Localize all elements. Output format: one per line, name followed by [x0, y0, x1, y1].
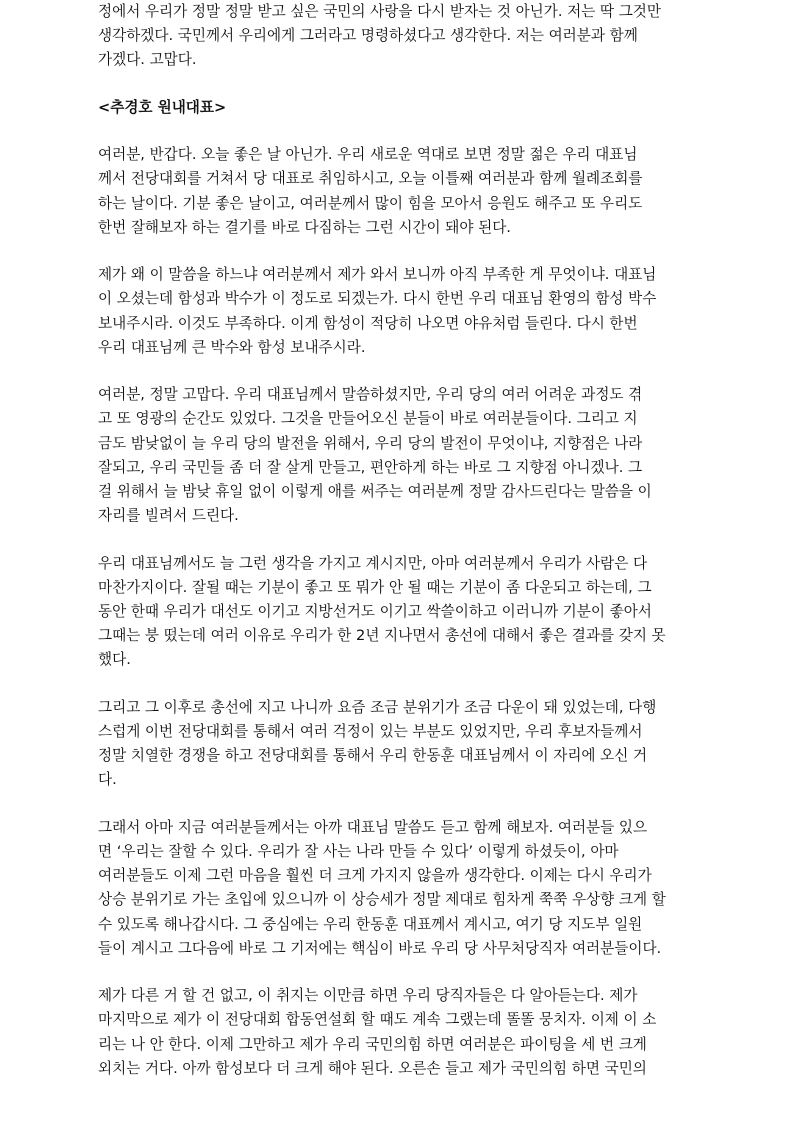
body-paragraph-4: 우리 대표님께서도 늘 그런 생각을 가지고 계시지만, 아마 여러분께서 우리가 사람은 다 마찬가지이다. 잘될 때는 기분이 좋고 또 뭐가 안 될 때는 기분이 좀 다운되고 하는데, 그 동안 한때 우리가 대선도 이기고 지방선거도 이기고 싹쓸이하고 이러니까 기분이 좋아서 그때는 붕 떴는데 여러 이유로 우리가 한 2년 지나면서 총선에 대해서 좋은 결과를 갖지 못 했다. [98, 554, 666, 669]
paragraph-gap [98, 120, 700, 143]
speaker-heading: <추경호 원내대표> [98, 98, 227, 116]
paragraph-gap [98, 528, 700, 551]
paragraph-gap [98, 360, 700, 383]
paragraph-gap [98, 793, 700, 816]
body-paragraph-6: 그래서 아마 지금 여러분들께서는 아까 대표님 말씀도 듣고 함께 해보자. 여러분들 있으 면 ‘우리는 잘할 수 있다. 우리가 잘 사는 나라 만들 수 있다’ 이렇게 하셨듯이, 아마 여러분들도 이제 그런 마음을 훨씬 더 크게 가지지 않을까 생각한다. 이제는 다시 우리가 상승 분위기로 가는 초입에 있으니까 이 상승세가 정말 제대로 힘차게 쭉쭉 우상향 크게 할 수 있도록 해나갑시다. 그 중심에는 우리 한동훈 대표께서 계시고, 여기 당 지도부 일원 들이 계시고 그다음에 바로 그 기저에는 핵심이 바로 우리 당 사무처당직자 여러분들이다. [98, 818, 666, 957]
paragraph-gap [98, 961, 700, 984]
paragraph-gap [98, 673, 700, 696]
document-page [98, 0, 700, 1081]
body-paragraph-7: 제가 다른 거 할 건 없고, 이 취지는 이만큼 하면 우리 당직자들은 다 알아듣는다. 제가 마지막으로 제가 이 전당대회 합동연설회 할 때도 계속 그랬는데 똘똘 뭉치자. 이제 이 소 리는 나 안 한다. 이제 그만하고 제가 우리 국민의힘 하면 여러분은 파이팅을 세 번 크게 외치는 거다. 아까 함성보다 더 크게 해야 된다. 오른손 들고 제가 국민의힘 하면 국민의 [98, 987, 657, 1077]
body-paragraph-5: 그리고 그 이후로 총선에 지고 나니까 요즘 조금 분위기가 조금 다운이 돼 있었는데, 다행 스럽게 이번 전당대회를 통해서 여러 걱정이 있는 부분도 있었지만, 우리 후보자들께서 정말 치열한 경쟁을 하고 전당대회를 통해서 우리 한동훈 대표님께서 이 자리에 오신 거 다. [98, 698, 657, 789]
body-paragraph-3: 여러분, 정말 고맙다. 우리 대표님께서 말씀하셨지만, 우리 당의 여러 어려운 과정도 겪 고 또 영광의 순간도 있었다. 그것을 만들어오신 분들이 바로 여러분들이다. 그리고 지 금도 밤낮없이 늘 우리 당의 발전을 위해서, 우리 당의 발전이 무엇이냐, 지향점은 나라 잘되고, 우리 국민들 좀 더 잘 살게 만들고, 편안하게 하는 바로 그 지향점 아니겠나. 그 걸 위해서 늘 밤낮 휴일 없이 이렇게 애를 써주는 여러분께 정말 감사드린다는 말씀을 이 자리를 빌려서 드린다. [98, 386, 652, 525]
body-paragraph-1: 여러분, 반갑다. 오늘 좋은 날 아닌가. 우리 새로운 역대로 보면 정말 젊은 우리 대표님 께서 전당대회를 거쳐서 당 대표로 취임하시고, 오늘 이틀째 여러분과 함께 월례조회를 하는 날이다. 기분 좋은 날이고, 여러분께서 많이 힘을 모아서 응원도 해주고 또 우리도 한번 잘해보자 하는 결기를 바로 다짐하는 그런 시간이 돼야 된다. [98, 146, 643, 236]
paragraph-gap [98, 240, 700, 263]
intro-paragraph: 정에서 우리가 정말 정말 받고 싶은 국민의 사랑을 다시 받자는 것 아닌가. 저는 딱 그것만 생각하겠다. 국민께서 우리에게 그러라고 명령하셨다고 생각한다. 저는 여러분과 함께 가겠다. 고맙다. [98, 3, 662, 69]
paragraph-gap [98, 73, 700, 96]
body-paragraph-2: 제가 왜 이 말씀을 하느냐 여러분께서 제가 와서 보니까 아직 부족한 게 무엇이냐. 대표님 이 오셨는데 함성과 박수가 이 정도로 되겠는가. 다시 한번 우리 대표님 환영의 함성 박수 보내주시라. 이것도 부족하다. 이게 함성이 적당히 나오면 야유처럼 들린다. 다시 한번 우리 대표님께 큰 박수와 함성 보내주시라. [98, 266, 657, 356]
